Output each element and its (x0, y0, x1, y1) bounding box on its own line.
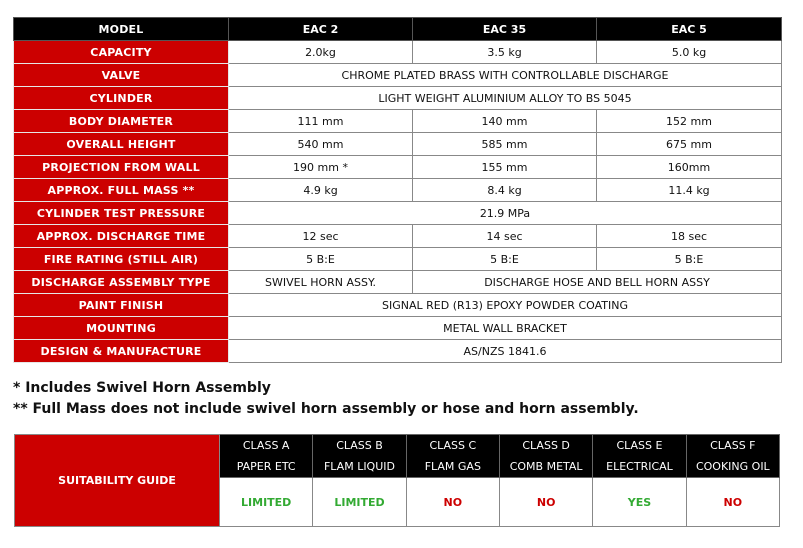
spec-row-label: CYLINDER TEST PRESSURE (14, 202, 229, 225)
spec-row (14, 294, 782, 317)
fire-class-description: FLAM GAS (424, 460, 481, 473)
fire-class-header (686, 435, 779, 478)
footnotes (13, 378, 639, 420)
spec-row-label: OVERALL HEIGHT (14, 133, 229, 156)
spec-value: SWIVEL HORN ASSY. (229, 271, 413, 294)
fire-class-name: CLASS E (616, 439, 663, 452)
spec-row (14, 202, 782, 225)
spec-row-label: FIRE RATING (STILL AIR) (14, 248, 229, 271)
spec-value: 12 sec (229, 225, 413, 248)
spec-row (14, 340, 782, 363)
spec-value: 540 mm (229, 133, 413, 156)
spec-row-label: CAPACITY (14, 41, 229, 64)
spec-value: 190 mm * (229, 156, 413, 179)
fire-class-name: CLASS A (242, 439, 290, 452)
footnote-swivel-horn: * Includes Swivel Horn Assembly (13, 380, 271, 396)
model-name: EAC 5 (597, 18, 782, 41)
spec-value: 585 mm (413, 133, 597, 156)
model-name: EAC 35 (413, 18, 597, 41)
spec-value: 5 B:E (229, 248, 413, 271)
spec-row-label: MOUNTING (14, 317, 229, 340)
spec-value: 5.0 kg (597, 41, 782, 64)
fire-class-name: CLASS D (522, 439, 570, 452)
spec-row-label: APPROX. DISCHARGE TIME (14, 225, 229, 248)
fire-class-header (220, 435, 313, 478)
suitability-guide-label: SUITABILITY GUIDE (15, 435, 220, 527)
fire-class-header (499, 435, 592, 478)
spec-row-label: PROJECTION FROM WALL (14, 156, 229, 179)
spec-value: 18 sec (597, 225, 782, 248)
fire-class-header (593, 435, 686, 478)
suitability-value: NO (406, 478, 499, 527)
fire-class-header (406, 435, 499, 478)
suitability-value: LIMITED (313, 478, 406, 527)
spec-row (14, 179, 782, 202)
spec-value: 3.5 kg (413, 41, 597, 64)
spec-header-row (14, 18, 782, 41)
spec-table (13, 17, 782, 363)
fire-class-header (313, 435, 406, 478)
suitability-value: LIMITED (220, 478, 313, 527)
spec-value: METAL WALL BRACKET (229, 317, 782, 340)
spec-row-label: PAINT FINISH (14, 294, 229, 317)
spec-value: 111 mm (229, 110, 413, 133)
spec-row-label: BODY DIAMETER (14, 110, 229, 133)
spec-row (14, 156, 782, 179)
spec-value: 155 mm (413, 156, 597, 179)
spec-value: 5 B:E (413, 248, 597, 271)
spec-value: 8.4 kg (413, 179, 597, 202)
spec-value: 675 mm (597, 133, 782, 156)
suitability-value: NO (499, 478, 592, 527)
spec-value: 14 sec (413, 225, 597, 248)
spec-row-label: APPROX. FULL MASS ** (14, 179, 229, 202)
spec-value: 2.0kg (229, 41, 413, 64)
fire-class-name: CLASS B (336, 439, 383, 452)
model-header: MODEL (14, 18, 229, 41)
spec-row (14, 225, 782, 248)
fire-class-name: CLASS C (429, 439, 477, 452)
suitability-value: YES (593, 478, 686, 527)
spec-row (14, 248, 782, 271)
fire-class-description: FLAM LIQUID (323, 460, 395, 473)
spec-row (14, 110, 782, 133)
spec-value: 21.9 MPa (229, 202, 782, 225)
fire-class-description: ELECTRICAL (606, 460, 673, 473)
spec-value: AS/NZS 1841.6 (229, 340, 782, 363)
spec-value: LIGHT WEIGHT ALUMINIUM ALLOY TO BS 5045 (229, 87, 782, 110)
fire-class-description: COOKING OIL (695, 460, 770, 473)
spec-row (14, 87, 782, 110)
fire-class-description: PAPER ETC (236, 460, 296, 473)
spec-value: 4.9 kg (229, 179, 413, 202)
spec-value: 160mm (597, 156, 782, 179)
spec-value: 152 mm (597, 110, 782, 133)
spec-row (14, 64, 782, 87)
spec-value: 140 mm (413, 110, 597, 133)
spec-row (14, 271, 782, 294)
spec-value: SIGNAL RED (R13) EPOXY POWDER COATING (229, 294, 782, 317)
suitability-table (14, 434, 780, 527)
spec-row-label: VALVE (14, 64, 229, 87)
fire-class-name: CLASS F (710, 439, 756, 452)
spec-row-label: CYLINDER (14, 87, 229, 110)
spec-row-label: DESIGN & MANUFACTURE (14, 340, 229, 363)
spec-value: 5 B:E (597, 248, 782, 271)
spec-value: CHROME PLATED BRASS WITH CONTROLLABLE DISCHARGE (229, 64, 782, 87)
spec-row (14, 41, 782, 64)
fire-class-description: COMB METAL (509, 460, 583, 473)
spec-row-label: DISCHARGE ASSEMBLY TYPE (14, 271, 229, 294)
spec-value: 11.4 kg (597, 179, 782, 202)
model-name: EAC 2 (229, 18, 413, 41)
footnote-full-mass: ** Full Mass does not include swivel horn assembly or hose and horn assembly. (13, 401, 639, 417)
suitability-value: NO (686, 478, 779, 527)
spec-row (14, 133, 782, 156)
spec-value: DISCHARGE HOSE AND BELL HORN ASSY (413, 271, 782, 294)
spec-row (14, 317, 782, 340)
